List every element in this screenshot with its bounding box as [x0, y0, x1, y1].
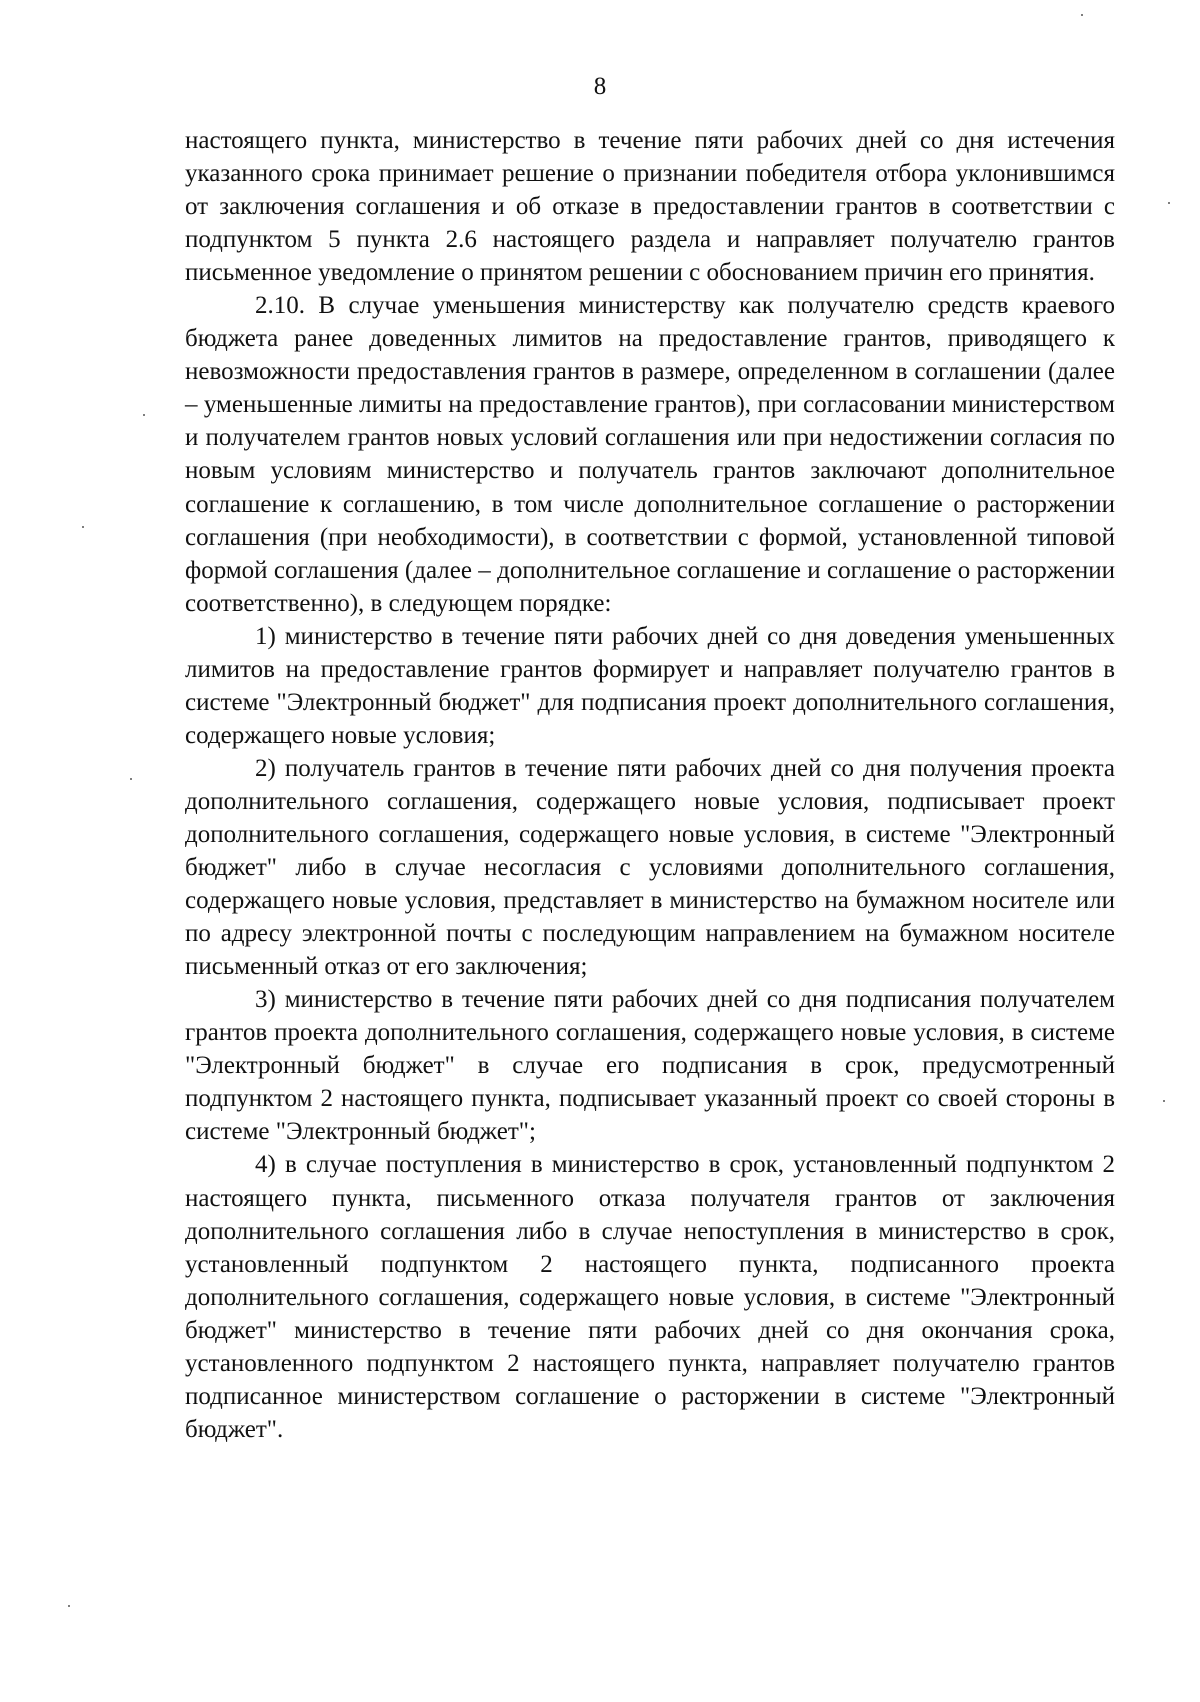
document-body: [185, 124, 1115, 1446]
subparagraph-1: 1) министерство в течение пяти рабочих дней со дня доведения уменьшенных лимитов на предоставление грантов формирует и направляет получателю грантов в системе "Электронный бюджет" для подписания проект дополнительного соглашения, содержащего новые условия;: [185, 622, 1115, 749]
scan-speck: [130, 778, 132, 780]
subparagraph-4: 4) в случае поступления в министерство в срок, установленный подпунктом 2 настоящего пункта, письменного отказа получателя грантов от заключения дополнительного соглашения либо в случае непоступления в министерство в срок, установленный подпунктом 2 настоящего пункта, подписанного проекта дополнительного соглашения, содержащего новые условия, в системе "Электронный бюджет" министерство в течение пяти рабочих дней со дня окончания срока, установленного подпунктом 2 настоящего пункта, направляет получателю грантов подписанное министерством соглашение о расторжении в системе "Электронный бюджет".: [185, 1151, 1115, 1443]
paragraph-continuation: настоящего пункта, министерство в течение пяти рабочих дней со дня истечения указанного срока принимает решение о признании победителя отбора уклонившимся от заключения соглашения и об отказе в предоставлении грантов в соответствии с подпунктом 5 пункта 2.6 настоящего раздела и направляет получателю грантов письменное уведомление о принятом решении с обоснованием причин его принятия.: [185, 127, 1115, 287]
subparagraph-2: 2) получатель грантов в течение пяти рабочих дней со дня получения проекта дополнительного соглашения, содержащего новые условия, подписывает проект дополнительного соглашения, содержащего новые условия, в системе "Электронный бюджет" либо в случае несогласия с условиями дополнительного соглашения, содержащего новые условия, представляет в министерство на бумажном носителе или по адресу электронной почты с последующим направлением на бумажном носителе письменный отказ от его заключения;: [185, 754, 1115, 981]
scan-speck: [143, 414, 145, 416]
scan-speck: [68, 1605, 70, 1607]
page-number: 8: [593, 73, 607, 100]
scan-speck: [1163, 1100, 1165, 1102]
scan-speck: [82, 526, 84, 528]
scan-speck: [1168, 202, 1170, 204]
subparagraph-3: 3) министерство в течение пяти рабочих дней со дня подписания получателем грантов проекта дополнительного соглашения, содержащего новые условия, в системе "Электронный бюджет" в случае его подписания в срок, предусмотренный подпунктом 2 настоящего пункта, подписывает указанный проект со своей стороны в системе "Электронный бюджет";: [185, 986, 1115, 1146]
paragraph-2-10: 2.10. В случае уменьшения министерству как получателю средств краевого бюджета ранее доведенных лимитов на предоставление грантов, приводящего к невозможности предоставления грантов в размере, определенном в соглашении (далее – уменьшенные лимиты на предоставление грантов), при согласовании министерством и получателем грантов новых условий соглашения или при недостижении согласия по новым условиям министерство и получатель грантов заключают дополнительное соглашение к соглашению, в том числе дополнительное соглашение о расторжении соглашения (при необходимости), в соответствии с формой, установленной типовой формой соглашения (далее – дополнительное соглашение и соглашение о расторжении соответственно), в следующем порядке:: [185, 292, 1115, 617]
scan-speck: [1081, 14, 1083, 16]
